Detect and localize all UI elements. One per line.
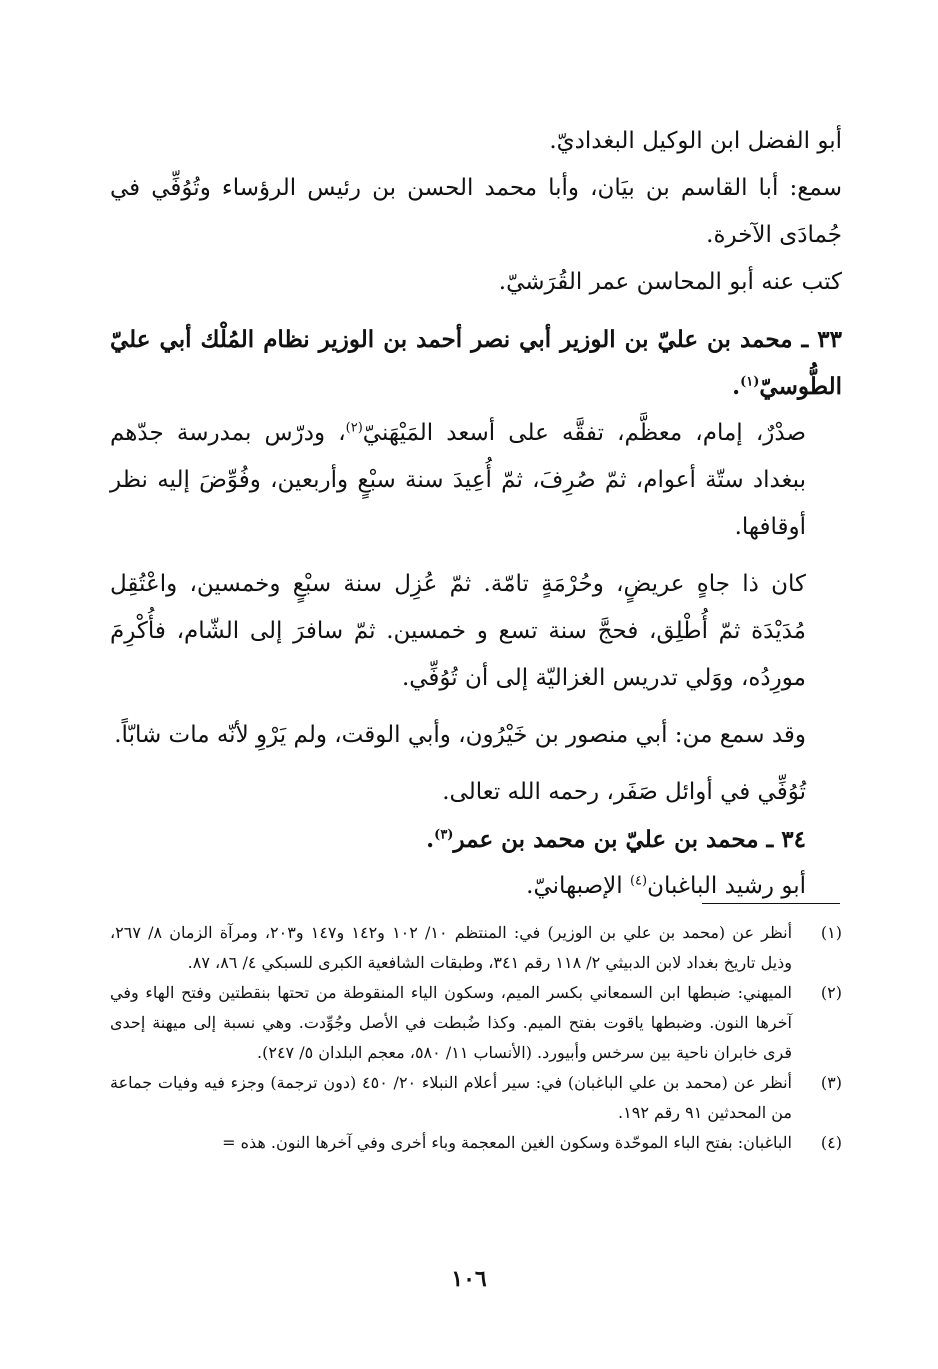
punctuation: . xyxy=(732,373,741,400)
entry-title: ٣٤ ـ محمد بن عليّ بن محمد بن عمر xyxy=(453,826,806,853)
text: أبو الفضل ابن الوكيل البغداديّ. xyxy=(549,128,842,154)
footnote-number: (٤) xyxy=(820,1133,842,1152)
footnote-text: الباغبان: بفتح الباء الموحّدة وسكون الغين المعجمة وباء أخرى وفي آخرها النون. هذه = xyxy=(222,1133,792,1152)
footnote-text: أنظر عن (محمد بن علي الباغبان) في: سير أعلام النبلاء ٢٠/ ٤٥٠ (دون ترجمة) وجزء فيه وفيات جماعة من المحدثين ٩١ رقم ١٩٢. xyxy=(110,1073,793,1122)
footnote xyxy=(110,978,842,1068)
page-number: ١٠٦ xyxy=(451,1266,487,1292)
paragraph xyxy=(110,561,842,702)
footnote-divider xyxy=(702,903,840,904)
footnotes xyxy=(110,918,842,1158)
entry-title: ٣٣ ـ محمد بن عليّ بن الوزير أبي نصر أحمد بن الوزير نظام المُلْك أبي عليّ الطُّوسيّ xyxy=(110,326,842,400)
entry-33-heading xyxy=(110,316,842,410)
footnote-ref: (٤) xyxy=(629,873,648,889)
paragraph xyxy=(110,165,842,259)
punctuation: . xyxy=(426,826,435,853)
text: أبو رشيد الباغبان xyxy=(647,873,806,899)
text: سمع: أبا القاسم بن بيَان، وأبا محمد الحسن بن رئيس الرؤساء وتُوُفِّي في جُمادَى الآخرة. xyxy=(110,175,842,248)
footnote-ref: (٣) xyxy=(434,827,454,843)
text: وقد سمع من: أبي منصور بن خَيْرُون، وأبي الوقت، ولم يَرْوِ لأنّه مات شابّاً. xyxy=(114,722,806,748)
paragraph xyxy=(110,259,842,306)
text: كان ذا جاهٍ عريضٍ، وحُرْمَةٍ تامّة. ثمّ عُزِل سنة سبْعٍ وخمسين، واعْتُقِل مُدَيْدَة ثمّ أُطْلِق، فحجَّ سنة تسع و خمسين. ثمّ سافرَ إلى الشّام، فأُكْرِمَ مورِدُه، ووَلي تدريس الغزاليّة إلى أن تُوُفِّي. xyxy=(110,571,806,691)
paragraph xyxy=(110,769,842,816)
text: الإصبهانيّ. xyxy=(526,873,630,899)
footnote xyxy=(110,1068,842,1128)
footnote xyxy=(110,1128,842,1158)
footnote-text: أنظر عن (محمد بن علي بن الوزير) في: المنتظم ١٠/ ١٠٢ و١٤٢ و١٤٧ و٢٠٣، ومرآة الزمان ٨/ ٢٦٧، وذيل تاريخ بغداد لابن الدبيثي ٢/ ١١٨ رقم ٣٤١، وطبقات الشافعية الكبرى للسبكي ٤/ ٨٦، ٨٧. xyxy=(110,923,793,972)
text: صدْرٌ، إمام، معظَّم، تفقَّه على أسعد المَيْهَنيّ xyxy=(362,420,806,446)
footnote-number: (٣) xyxy=(820,1073,842,1092)
footnote-ref: (٢) xyxy=(345,420,363,436)
footnote-number: (١) xyxy=(820,923,842,942)
footnote-ref: (١) xyxy=(740,374,760,390)
text: ، ودرّس بمدرسة جدّهم ببغداد ستّة أعوام، ثمّ صُرِفَ، ثمّ أُعِيدَ سنة سبْعٍ وأربعين، وفُوِّضَ إليه نظر أوقافها. xyxy=(110,420,806,540)
paragraph xyxy=(110,118,842,165)
footnote-number: (٢) xyxy=(820,983,842,1002)
text: كتب عنه أبو المحاسن عمر القُرَشيّ. xyxy=(498,269,842,295)
entry-34-heading xyxy=(110,816,842,863)
paragraph xyxy=(110,712,842,759)
paragraph xyxy=(110,410,842,551)
text: تُوُفِّي في أوائل صَفَر، رحمه الله تعالى. xyxy=(442,779,806,805)
main-text xyxy=(110,118,842,910)
footnote xyxy=(110,918,842,978)
footnote-text: الميهني: ضبطها ابن السمعاني بكسر الميم، وسكون الياء المنقوطة من تحتها بنقطتين وفتح الهاء وفي آخرها النون. وضبطها ياقوت بفتح الميم. وكذا ضُبطت في الأصل وجُوِّدت. وهي نسبة إلى ميهنة إحدى قرى خابران ناحية بين سرخس وأبيورد. (الأنساب ١١/ ٥٨٠، معجم البلدان ٥/ ٢٤٧). xyxy=(110,983,792,1062)
